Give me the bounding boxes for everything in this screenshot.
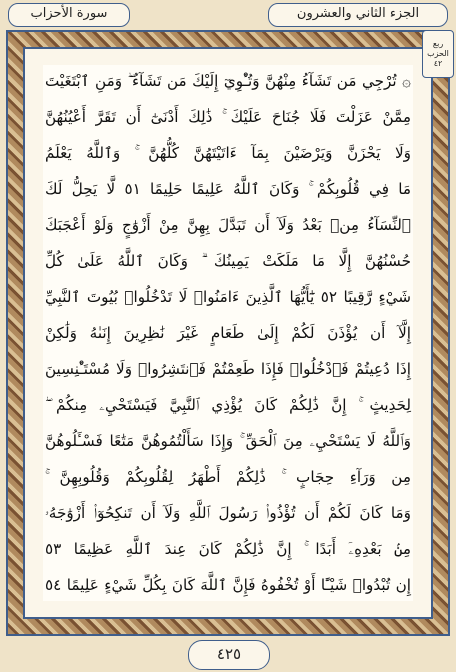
hizb-label-hizb: الحزب: [427, 49, 449, 58]
verse-line-1: ۞ تُرْجِي مَن تَشَآءُ مِنْهُنَّ وَتُـْٔوِيٓ إِلَيْكَ مَن تَشَآءُ ۖ وَمَنِ ٱبْتَغَيْتَ: [45, 72, 411, 90]
verse-line-14: مِنۢ بَعْدِهِۦٓ أَبَدًا ۚ إِنَّ ذَٰلِكُمْ كَانَ عِندَ ٱللَّهِ عَظِيمًا ٥٣: [45, 540, 411, 558]
page-number: ٤٢٥: [188, 640, 270, 670]
verse-line-12: مِن وَرَآءِ حِجَابٍ ۚ ذَٰلِكُمْ أَطْهَرُ لِقُلُوبِكُمْ وَقُلُوبِهِنَّ ۚ: [45, 468, 411, 486]
verse-line-4: مَا فِي قُلُوبِكُمْ ۚ وَكَانَ ٱللَّهُ عَلِيمًا حَلِيمًا ٥١ لَّا يَحِلُّ لَكَ: [45, 180, 411, 198]
verse-line-11: وَٱللَّهُ لَا يَسْتَحْيِۦ مِنَ ٱلْحَقِّ ۚ وَإِذَا سَأَلْتُمُوهُنَّ مَتَٰعًا فَسْـَٔلُوهُنَّ: [45, 432, 411, 450]
verse-line-7: شَيْءٍ رَّقِيبًا ٥٢ يَٰٓأَيُّهَا ٱلَّذِينَ ءَامَنُوا۟ لَا تَدْخُلُوا۟ بُيُوتَ ٱلنَّبِيِّ: [45, 288, 411, 306]
verse-line-6: حُسْنُهُنَّ إِلَّا مَا مَلَكَتْ يَمِينُكَ ۗ وَكَانَ ٱللَّهُ عَلَىٰ كُلِّ: [45, 252, 411, 270]
verse-line-3: وَلَا يَحْزَنَّ وَيَرْضَيْنَ بِمَآ ءَاتَيْتَهُنَّ كُلُّهُنَّ ۚ وَٱللَّهُ يَعْلَمُ: [45, 144, 411, 162]
juz-title: الجزء الثاني والعشرون: [268, 3, 448, 27]
verse-line-9: إِذَا دُعِيتُمْ فَٱدْخُلُوا۟ فَإِذَا طَعِمْتُمْ فَٱنتَشِرُوا۟ وَلَا مُسْتَـْٔنِسِينَ: [45, 360, 411, 378]
hizb-marker: [422, 30, 454, 78]
verse-line-10: لِحَدِيثٍ ۚ إِنَّ ذَٰلِكُمْ كَانَ يُؤْذِي ٱلنَّبِيَّ فَيَسْتَحْيِۦ مِنكُمْ ۖ: [45, 396, 411, 414]
surah-title: سورة الأحزاب: [8, 3, 130, 27]
verse-line-8: إِلَّآ أَن يُؤْذَنَ لَكُمْ إِلَىٰ طَعَامٍ غَيْرَ نَٰظِرِينَ إِنَىٰهُ وَلَٰكِنْ: [45, 324, 411, 342]
verse-line-15: إِن تُبْدُوا۟ شَيْـًٔا أَوْ تُخْفُوهُ فَإِنَّ ٱللَّهَ كَانَ بِكُلِّ شَيْءٍ عَلِيمًا ٥٤: [45, 576, 411, 594]
verse-line-5: ٱلنِّسَآءُ مِنۢ بَعْدُ وَلَآ أَن تَبَدَّلَ بِهِنَّ مِنْ أَزْوَٰجٍ وَلَوْ أَعْجَبَكَ: [45, 216, 411, 234]
hizb-label-rub: ربع: [432, 39, 444, 48]
verse-line-13: وَمَا كَانَ لَكُمْ أَن تُؤْذُوا۟ رَسُولَ ٱللَّهِ وَلَآ أَن تَنكِحُوٓا۟ أَزْوَٰجَهُۥ: [45, 504, 411, 522]
inner-frame: [23, 47, 433, 619]
hizb-number: ٤٢: [433, 59, 443, 68]
text-area: [43, 65, 413, 601]
verse-line-2: مِمَّنْ عَزَلْتَ فَلَا جُنَاحَ عَلَيْكَ ۚ ذَٰلِكَ أَدْنَىٰٓ أَن تَقَرَّ أَعْيُنُهُنَّ: [45, 108, 411, 126]
ornamental-border: [6, 30, 450, 636]
